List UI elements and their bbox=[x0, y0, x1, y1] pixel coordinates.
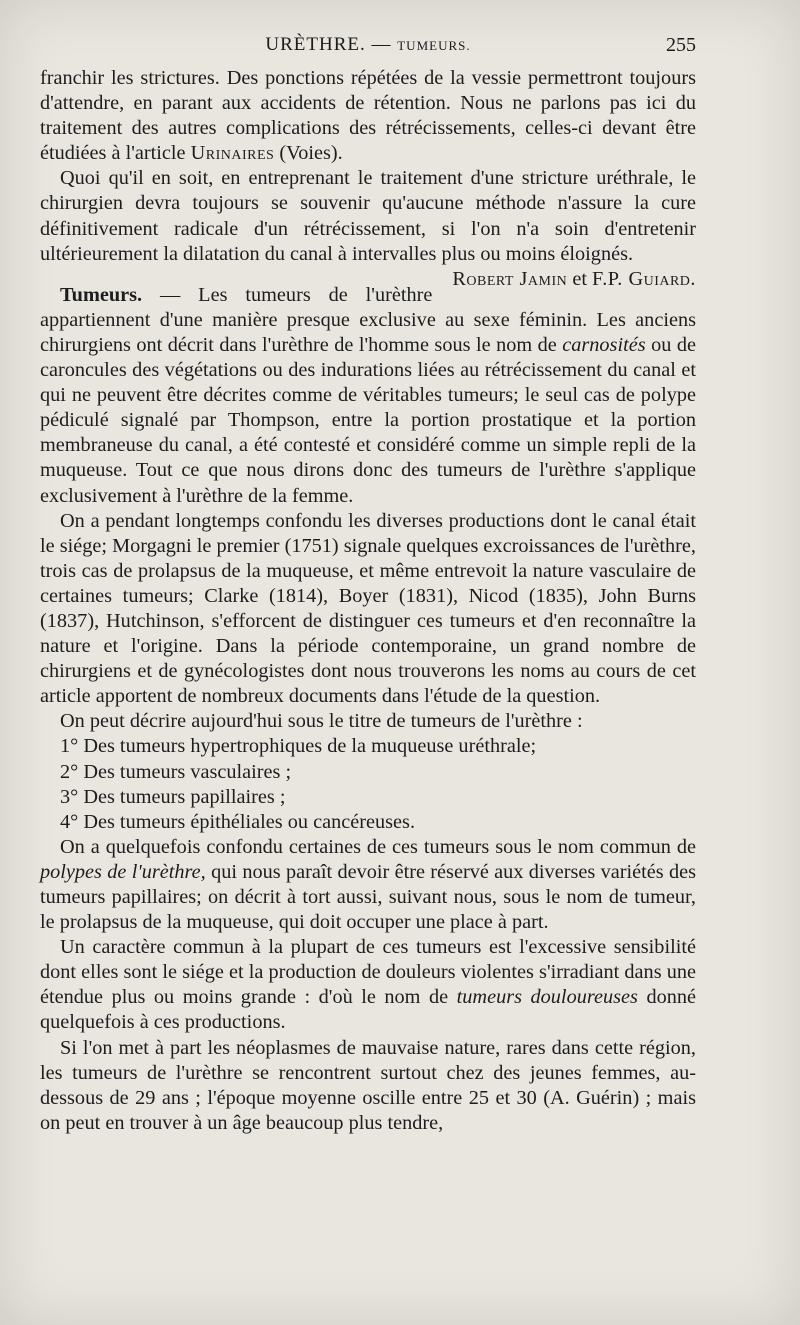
body-text bbox=[40, 66, 696, 1136]
paragraph-classification: On peut décrire aujourd'hui sous le titre de tumeurs de l'urèthre : bbox=[60, 710, 583, 733]
list-item: 3° Des tumeurs papillaires ; bbox=[60, 785, 286, 808]
paragraph-1: franchir les strictures. Des ponctions répétées de la vessie permettront toujours d'attendre, en parant aux accidents de rétention. Nous ne parlons pas ici du traitement des autres complications des rétrécissements, celles-ci devant être étudiées à l'article Urinaires (Voies). bbox=[40, 67, 696, 165]
term-carnosites: carnosités bbox=[562, 333, 646, 356]
section-intro: Tumeurs. — Les tumeurs de l'urèthre appartiennent d'une manière presque exclusive au sexe féminin. Les anciens chirurgiens ont décrit dans l'urèthre de l'homme sous le nom de carnosités ou de caroncules des végétations ou des indurations liées au rétrécissement du canal et qui ne peuvent être décrites comme de véritables tumeurs; le seul cas de polype pédiculé signalé par Thompson, entre la portion prostatique et la portion membraneuse du canal, a été contesté et considéré comme un simple repli de la muqueuse. Tout ce que nous dirons donc des tumeurs de l'urèthre s'applique exclusivement à l'urèthre de la femme. bbox=[40, 283, 696, 507]
paragraph-sensibilite: Un caractère commun à la plupart de ces tumeurs est l'excessive sensibilité dont elles sont le siége et la production de douleurs violentes s'irradiant dans une étendue plus ou moins grande : d'où le nom de tumeurs douloureuses donné quelquefois à ces productions. bbox=[40, 936, 697, 1034]
term-tumeurs-douloureuses: tumeurs douloureuses bbox=[456, 986, 638, 1009]
author-2: F.P. Guiard. bbox=[592, 267, 696, 290]
term-polypes: polypes de l'urèthre, bbox=[40, 860, 206, 883]
running-header bbox=[40, 34, 696, 62]
paragraph-age: Si l'on met à part les néoplasmes de mauvaise nature, rares dans cette région, les tumeurs de l'urèthre se rencontrent surtout chez des jeunes femmes, au-dessous de 29 ans ; l'époque moyenne oscille entre 25 et 30 (A. Guérin) ; mais on peut en trouver à un âge beaucoup plus tendre, bbox=[40, 1036, 696, 1134]
article-reference: Urinaires bbox=[190, 142, 275, 165]
paragraph-history: On a pendant longtemps confondu les diverses productions dont le canal était le siége; Morgagni le premier (1751) signale quelques excroissances de l'urèthre, trois cas de prolapsus de la muqueuse, et même entrevoit la nature vasculaire de certaines tumeurs; Clarke (1814), Boyer (1831), Nicod (1835), John Burns (1837), Hutchinson, s'efforcent de distinguer ces tumeurs et d'en reconnaître la nature et l'origine. Dans la période contemporaine, un grand nombre de chirurgiens et de gynécologistes dont nous trouverons les noms au cours de cet article apportent de nombreux documents dans l'étude de la question. bbox=[40, 509, 697, 708]
list-item: 4° Des tumeurs épithéliales ou cancéreuses. bbox=[60, 810, 416, 833]
list-item: 1° Des tumeurs hypertrophiques de la muqueuse uréthrale; bbox=[60, 735, 537, 758]
author-1: Robert Jamin bbox=[452, 267, 568, 290]
header-dash: — bbox=[371, 34, 392, 55]
header-subtitle: TUMEURS. bbox=[397, 38, 471, 53]
page-number: 255 bbox=[666, 34, 696, 56]
section-title: Tumeurs. bbox=[60, 283, 143, 306]
signature: Robert Jamin et F.P. Guiard. bbox=[452, 267, 696, 290]
running-title bbox=[40, 34, 696, 56]
list-item: 2° Des tumeurs vasculaires ; bbox=[60, 760, 292, 783]
paragraph-2: Quoi qu'il en soit, en entreprenant le traitement d'une stricture uréthrale, le chirurgien devra toujours se souvenir qu'aucune méthode n'assure la cure définitivement radicale d'un rétrécissement, si l'on n'a soin d'entretenir ultérieurement la dilatation du canal à intervalles plus ou moins éloignés. Robert Jamin et F.P. Guiard. bbox=[40, 166, 696, 266]
header-title: URÈTHRE. bbox=[265, 34, 366, 55]
paragraph-polypes: On a quelquefois confondu certaines de ces tumeurs sous le nom commun de polypes de l'urèthre, qui nous paraît devoir être réservé aux diverses variétés des tumeurs papillaires; on décrit à tort aussi, suivant nous, sous le nom de tumeur, le prolapsus de la muqueuse, qui doit occuper une place à part. bbox=[40, 835, 696, 934]
